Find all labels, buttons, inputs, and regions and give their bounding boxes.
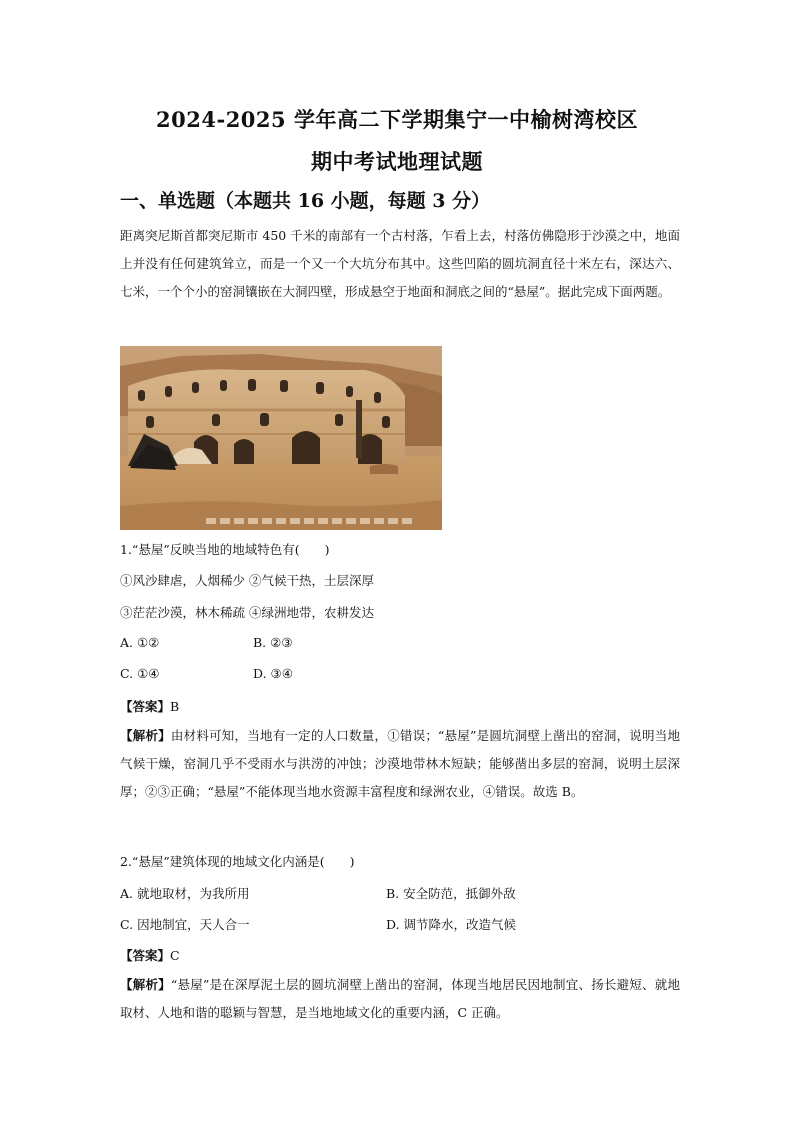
intro-passage: 距离突尼斯首都突尼斯市 450 千米的南部有一个古村落，乍看上去，村落仿佛隐形于沙漠之中，地面上并没有任何建筑耸立，而是一个又一个大坑分布其中。这些凹陷的圆坑洞直径十米左右，深达六、七米，一个个小的窑洞镶嵌在大洞四壁，形成悬空于地面和洞底之间的“悬屋”。据此完成下面两题。 [120, 228, 680, 299]
question-1-stem: 1.“悬屋”反映当地的地域特色有( ) [120, 542, 330, 557]
question-2-answer [120, 946, 180, 964]
section-heading: 一、单选题（本题共 16 小题，每题 3 分） [120, 190, 491, 212]
answer-label: 【答案】 [120, 699, 171, 714]
question-2-stem: 2.“悬屋”建筑体现的地域文化内涵是( ) [120, 854, 355, 869]
explanation-text: 由材料可知，当地有一定的人口数量，①错误；“悬屋”是圆坑洞壁上凿出的窑洞，说明当地气候干燥，窑洞几乎不受雨水与洪涝的冲蚀；沙漠地带林木短缺；能够凿出多层的窑洞，说明土层深厚；②③正确；“悬屋”不能体现当地水资源丰富程度和绿洲农业，④错误。故选 B。 [120, 728, 680, 799]
answer-value: C [170, 948, 180, 963]
question-2-explanation [120, 971, 680, 1027]
answer-value: B [170, 699, 180, 714]
question-2-option-b: B. 安全防范，抵御外敌 [386, 886, 516, 901]
question-1-explanation [120, 722, 680, 806]
question-2-option-c: C. 因地制宜，天人合一 [120, 917, 250, 932]
question-1-statements-2: ③茫茫沙漠，林木稀疏 ④绿洲地带，农耕发达 [120, 605, 374, 620]
question-1-option-c: C. ①④ [120, 666, 160, 681]
explanation-label: 【解析】 [120, 977, 171, 992]
question-2-option-d: D. 调节降水，改造气候 [386, 917, 517, 932]
exam-title-line2: 期中考试地理试题 [311, 149, 483, 174]
answer-label: 【答案】 [120, 948, 171, 963]
exam-title-line1: 2024-2025 学年高二下学期集宁一中榆树湾校区 [156, 107, 638, 132]
explanation-text: “悬屋”是在深厚泥土层的圆坑洞壁上凿出的窑洞，体现当地居民因地制宜、扬长避短、就地取材、人地和谐的聪颖与智慧，是当地地域文化的重要内涵，C 正确。 [120, 977, 680, 1020]
explanation-label: 【解析】 [120, 728, 171, 743]
question-1-answer [120, 697, 179, 715]
question-1-statements-1: ①风沙肆虐，人烟稀少 ②气候干热，土层深厚 [120, 573, 374, 588]
question-2-option-a: A. 就地取材，为我所用 [120, 886, 250, 901]
question-1-option-a: A. ①② [120, 635, 160, 650]
question-1-option-b: B. ②③ [253, 635, 293, 650]
question-1-option-d: D. ③④ [253, 666, 293, 681]
troglodyte-dwelling-photo [120, 346, 442, 530]
